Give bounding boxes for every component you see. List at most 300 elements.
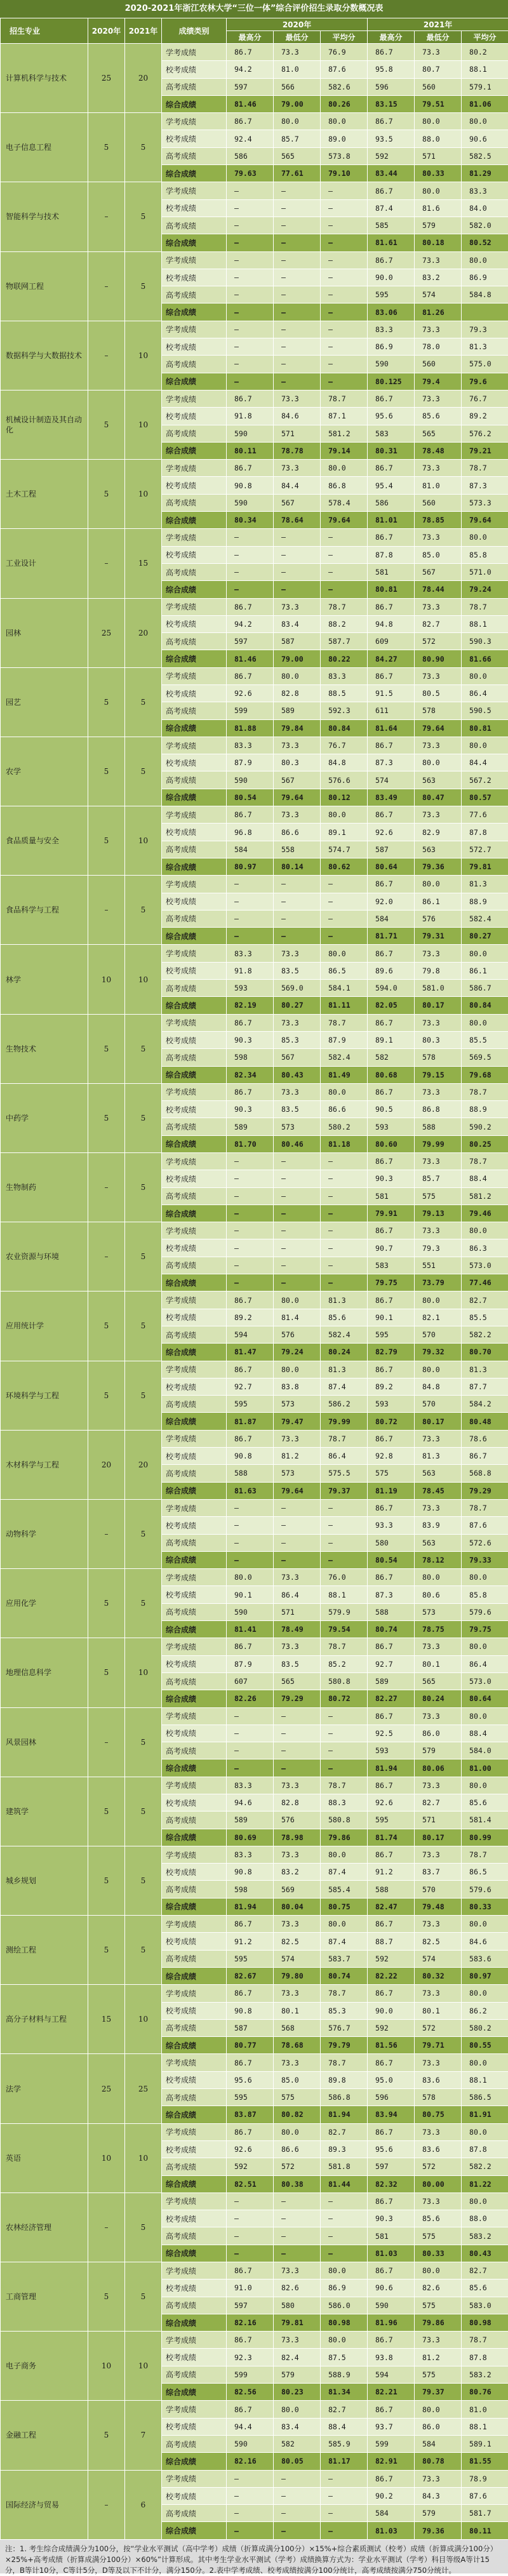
score-kind: 校考成绩 <box>162 199 227 217</box>
score-2021-min: 575 <box>415 2297 462 2314</box>
score-2020-avg: 81.11 <box>321 997 368 1014</box>
header-quota-2021: 2021年 <box>125 18 162 44</box>
quota-2021: 10 <box>125 390 162 459</box>
score-kind: 综合成绩 <box>162 1344 227 1361</box>
score-2021-avg: 584.8 <box>462 286 508 304</box>
score-kind: 高考成绩 <box>162 1534 227 1551</box>
score-kind: 高考成绩 <box>162 1950 227 1967</box>
score-2021-min: 551 <box>415 1257 462 1274</box>
score-kind: 高考成绩 <box>162 1187 227 1205</box>
score-2020-avg: 581.2 <box>321 425 368 442</box>
score-2020-max: – <box>227 2487 274 2504</box>
score-kind: 校考成绩 <box>162 2002 227 2019</box>
score-2021-min: 88.0 <box>415 130 462 147</box>
score-2021-avg: 78.7 <box>462 1846 508 1863</box>
score-2021-max: 86.7 <box>368 2192 415 2210</box>
score-2021-min: 73.3 <box>415 529 462 546</box>
score-kind: 学考成绩 <box>162 667 227 684</box>
quota-2021: 5 <box>125 1361 162 1430</box>
score-2021-min: 82.7 <box>415 615 462 632</box>
score-kind: 校考成绩 <box>162 408 227 425</box>
quota-2021: 5 <box>125 1083 162 1152</box>
score-2020-avg: 81.3 <box>321 1291 368 1309</box>
score-2020-avg: 573.8 <box>321 147 368 164</box>
score-kind: 高考成绩 <box>162 2435 227 2452</box>
score-2021-avg: 79.81 <box>462 858 508 875</box>
quota-2020: 5 <box>88 390 125 459</box>
score-2021-min: 575 <box>415 2227 462 2245</box>
score-2021-min: 80.78 <box>415 2453 462 2470</box>
score-2020-min: 78.98 <box>274 1829 321 1846</box>
score-2021-avg: 582.0 <box>462 217 508 234</box>
score-2021-max: 82.05 <box>368 997 415 1014</box>
score-2020-min: 566 <box>274 78 321 95</box>
score-2020-avg: – <box>321 1257 368 1274</box>
score-2020-min: 78.68 <box>274 2037 321 2054</box>
score-2021-max: 81.96 <box>368 2314 415 2331</box>
score-2021-max: 82.47 <box>368 1898 415 1915</box>
score-2021-max: 95.6 <box>368 2140 415 2158</box>
quota-2021: 5 <box>125 1014 162 1083</box>
score-2021-avg: 575.0 <box>462 356 508 373</box>
score-kind: 综合成绩 <box>162 304 227 321</box>
score-kind: 学考成绩 <box>162 1083 227 1100</box>
table-row <box>1 1361 508 1378</box>
score-2021-avg: 581.2 <box>462 1187 508 1205</box>
score-2021-max: 86.7 <box>368 737 415 754</box>
score-kind: 综合成绩 <box>162 1551 227 1568</box>
score-2020-max: 79.63 <box>227 165 274 182</box>
score-2021-avg: 81.29 <box>462 165 508 182</box>
score-2021-max: 592 <box>368 1950 415 1967</box>
score-2020-min: 78.78 <box>274 442 321 459</box>
score-2021-min: 83.9 <box>415 1517 462 1534</box>
score-2020-max: – <box>227 1205 274 1222</box>
major-name: 电子信息工程 <box>1 113 88 182</box>
score-2021-max: 86.7 <box>368 806 415 824</box>
score-2020-avg: 583.7 <box>321 1950 368 1967</box>
score-2020-avg: 79.79 <box>321 2037 368 2054</box>
score-2020-max: – <box>227 2210 274 2227</box>
score-2021-avg: 80.0 <box>462 2054 508 2071</box>
score-2020-min: – <box>274 321 321 338</box>
quota-2020: 5 <box>88 1846 125 1915</box>
score-2020-min: 79.47 <box>274 1413 321 1430</box>
score-2021-max: 86.7 <box>368 2054 415 2071</box>
score-kind: 高考成绩 <box>162 494 227 511</box>
score-2020-max: 595 <box>227 1950 274 1967</box>
score-kind: 综合成绩 <box>162 928 227 945</box>
score-2021-max: 86.7 <box>368 2470 415 2487</box>
score-2020-avg: – <box>321 910 368 927</box>
score-2021-avg: 573.3 <box>462 494 508 511</box>
score-2021-avg: 80.33 <box>462 1898 508 1915</box>
score-kind: 综合成绩 <box>162 2522 227 2539</box>
score-2021-max: 86.7 <box>368 1430 415 1447</box>
score-kind: 校考成绩 <box>162 1031 227 1048</box>
score-2021-min: 83.6 <box>415 2140 462 2158</box>
score-2021-max: 88.7 <box>368 1933 415 1950</box>
score-2021-max: 595 <box>368 1326 415 1343</box>
score-kind: 高考成绩 <box>162 1326 227 1343</box>
score-2021-min: 79.99 <box>415 1135 462 1152</box>
score-kind: 综合成绩 <box>162 234 227 251</box>
score-2021-min: 578 <box>415 702 462 719</box>
score-kind: 学考成绩 <box>162 806 227 824</box>
score-2021-min: 80.06 <box>415 1759 462 1777</box>
score-2021-avg: 81.3 <box>462 1361 508 1378</box>
score-2020-max: 81.46 <box>227 650 274 667</box>
score-2020-min: 73.3 <box>274 390 321 407</box>
score-2021-avg: 79.29 <box>462 1482 508 1499</box>
score-2020-max: – <box>227 1239 274 1257</box>
table-row <box>1 1985 508 2002</box>
score-2020-max: – <box>227 876 274 893</box>
score-2021-max: 95.8 <box>368 61 415 78</box>
score-2020-avg: 86.6 <box>321 1101 368 1118</box>
score-2020-min: 80.0 <box>274 1291 321 1309</box>
score-2021-max: 86.7 <box>368 1291 415 1309</box>
score-2020-max: 91.2 <box>227 1933 274 1950</box>
score-2020-avg: 86.9 <box>321 2279 368 2297</box>
score-2021-min: 73.3 <box>415 390 462 407</box>
score-2020-min: – <box>274 1205 321 1222</box>
table-row <box>1 806 508 824</box>
score-2020-min: 86.6 <box>274 2140 321 2158</box>
score-kind: 校考成绩 <box>162 2279 227 2297</box>
score-2020-avg: – <box>321 251 368 269</box>
score-2021-min: 80.0 <box>415 2401 462 2418</box>
score-2021-max: 90.0 <box>368 2002 415 2019</box>
score-2021-avg: 81.55 <box>462 2453 508 2470</box>
score-2020-min: – <box>274 2522 321 2539</box>
score-2020-max: 86.7 <box>227 1430 274 1447</box>
score-2020-avg: – <box>321 2192 368 2210</box>
score-2020-min: 80.0 <box>274 667 321 684</box>
score-2020-avg: 79.54 <box>321 1621 368 1638</box>
score-2020-max: 83.3 <box>227 945 274 962</box>
score-2020-min: 73.3 <box>274 2262 321 2279</box>
score-2020-max: 598 <box>227 1881 274 1898</box>
score-2020-min: – <box>274 1517 321 1534</box>
quota-2021: 5 <box>125 182 162 251</box>
score-2020-avg: 80.12 <box>321 789 368 806</box>
score-2021-avg: 589.1 <box>462 2435 508 2452</box>
score-2021-max: 86.7 <box>368 390 415 407</box>
score-kind: 校考成绩 <box>162 546 227 563</box>
score-2020-avg: 80.84 <box>321 719 368 737</box>
score-2020-avg: 80.0 <box>321 2262 368 2279</box>
score-2021-max: 82.79 <box>368 1344 415 1361</box>
score-2020-avg: 86.8 <box>321 477 368 494</box>
score-2021-max: 86.7 <box>368 2401 415 2418</box>
score-kind: 学考成绩 <box>162 1638 227 1655</box>
quota-2020: – <box>88 529 125 598</box>
header-2020-min: 最低分 <box>274 31 321 44</box>
score-2020-avg: 81.94 <box>321 2106 368 2123</box>
score-2020-min: 80.05 <box>274 2453 321 2470</box>
header-quota-2020: 2020年 <box>88 18 125 44</box>
score-2020-avg: 592.3 <box>321 702 368 719</box>
score-2020-avg: 80.0 <box>321 1083 368 1100</box>
score-2021-avg: 85.8 <box>462 546 508 563</box>
score-2020-min: 73.3 <box>274 737 321 754</box>
score-2020-avg: – <box>321 563 368 580</box>
score-kind: 综合成绩 <box>162 1066 227 1083</box>
score-2021-min: 82.7 <box>415 1794 462 1811</box>
score-2021-min: 574 <box>415 286 462 304</box>
score-2020-min: 575 <box>274 2089 321 2106</box>
score-kind: 高考成绩 <box>162 2297 227 2314</box>
score-2021-avg: 576.2 <box>462 425 508 442</box>
score-2021-min: 73.3 <box>415 1153 462 1170</box>
score-kind: 高考成绩 <box>162 286 227 304</box>
score-2020-max: 83.3 <box>227 1777 274 1794</box>
score-2021-max: 81.03 <box>368 2245 415 2262</box>
quota-2021: 10 <box>125 945 162 1014</box>
score-2020-min: 83.5 <box>274 962 321 979</box>
score-kind: 高考成绩 <box>162 1603 227 1620</box>
score-2020-min: 80.27 <box>274 997 321 1014</box>
quota-2020: 10 <box>88 945 125 1014</box>
score-kind: 校考成绩 <box>162 130 227 147</box>
score-2021-avg: 78.7 <box>462 1083 508 1100</box>
score-2021-avg: 80.0 <box>462 945 508 962</box>
score-2021-min: 572 <box>415 633 462 650</box>
score-2021-max: 593 <box>368 1396 415 1413</box>
score-2021-max: 80.64 <box>368 858 415 875</box>
score-2020-max: 94.6 <box>227 1794 274 1811</box>
score-2021-avg: 80.0 <box>462 1638 508 1655</box>
score-kind: 学考成绩 <box>162 1014 227 1031</box>
score-2021-avg: 582.2 <box>462 2158 508 2175</box>
score-2021-max: 86.7 <box>368 113 415 130</box>
score-2020-min: 80.0 <box>274 2123 321 2140</box>
score-kind: 校考成绩 <box>162 1586 227 1603</box>
score-2020-min: 73.3 <box>274 1638 321 1655</box>
score-2021-min: 73.3 <box>415 667 462 684</box>
score-kind: 校考成绩 <box>162 1864 227 1881</box>
score-2021-min: 73.3 <box>415 806 462 824</box>
score-2021-max: 90.5 <box>368 1101 415 1118</box>
score-2020-avg: 576.6 <box>321 771 368 789</box>
score-2021-avg: 80.0 <box>462 1707 508 1725</box>
score-2021-max: 90.7 <box>368 1239 415 1257</box>
score-2021-avg: 80.43 <box>462 2245 508 2262</box>
score-2021-min: 80.1 <box>415 1655 462 1672</box>
score-2021-max: 595 <box>368 1812 415 1829</box>
score-2021-min: 73.3 <box>415 1916 462 1933</box>
score-2020-max: 594 <box>227 1326 274 1343</box>
table-row <box>1 390 508 407</box>
score-2020-max: 597 <box>227 78 274 95</box>
score-2020-min: – <box>274 304 321 321</box>
score-2021-avg: 80.27 <box>462 928 508 945</box>
score-2020-avg: 86.4 <box>321 1448 368 1465</box>
score-2021-min: 80.75 <box>415 2106 462 2123</box>
score-2021-max: 586 <box>368 494 415 511</box>
score-2020-max: – <box>227 373 274 390</box>
score-2021-max: 584 <box>368 910 415 927</box>
score-2020-max: 595 <box>227 2089 274 2106</box>
score-2020-avg: 79.99 <box>321 1413 368 1430</box>
score-2021-avg: 80.0 <box>462 2123 508 2140</box>
score-2020-avg: 89.8 <box>321 2071 368 2088</box>
score-kind: 校考成绩 <box>162 893 227 910</box>
score-2020-min: – <box>274 563 321 580</box>
score-2020-min: – <box>274 286 321 304</box>
score-2021-min: 81.26 <box>415 304 462 321</box>
score-2020-avg: 80.24 <box>321 1344 368 1361</box>
score-2020-min: 582 <box>274 2435 321 2452</box>
score-2020-max: 86.7 <box>227 1083 274 1100</box>
score-kind: 学考成绩 <box>162 2192 227 2210</box>
table-row <box>1 44 508 61</box>
score-2021-max: 86.7 <box>368 529 415 546</box>
score-2020-min: 78.64 <box>274 512 321 529</box>
score-2021-avg: 79.21 <box>462 442 508 459</box>
quota-2021: 20 <box>125 598 162 667</box>
score-kind: 校考成绩 <box>162 1239 227 1257</box>
score-kind: 校考成绩 <box>162 1655 227 1672</box>
score-2020-max: 96.8 <box>227 824 274 841</box>
score-2021-min: 73.3 <box>415 737 462 754</box>
score-2021-max: 583 <box>368 1257 415 1274</box>
score-2020-max: – <box>227 286 274 304</box>
score-2020-avg: – <box>321 1239 368 1257</box>
score-2021-min: 73.3 <box>415 1707 462 1725</box>
score-2020-min: 569.0 <box>274 980 321 997</box>
score-2021-max: 81.03 <box>368 2522 415 2539</box>
major-name: 环境科学与工程 <box>1 1361 88 1430</box>
score-2020-max: 92.4 <box>227 130 274 147</box>
score-kind: 综合成绩 <box>162 1135 227 1152</box>
score-2021-min: 80.0 <box>415 876 462 893</box>
score-2020-max: 590 <box>227 771 274 789</box>
score-2021-avg: 583.6 <box>462 1950 508 1967</box>
score-2021-max: 86.7 <box>368 1916 415 1933</box>
score-2021-max: 95.6 <box>368 408 415 425</box>
score-kind: 高考成绩 <box>162 1812 227 1829</box>
score-2021-avg: 80.76 <box>462 2384 508 2401</box>
quota-2021: 5 <box>125 876 162 945</box>
score-2020-min: 565 <box>274 1672 321 1690</box>
score-2021-avg: 586.7 <box>462 980 508 997</box>
quota-2021: 5 <box>125 1707 162 1777</box>
quota-2021: 6 <box>125 2470 162 2539</box>
quota-2020: – <box>88 321 125 390</box>
score-2021-avg: 80.0 <box>462 251 508 269</box>
score-kind: 学考成绩 <box>162 2401 227 2418</box>
score-2020-min: 80.14 <box>274 858 321 875</box>
score-2020-max: – <box>227 1742 274 1759</box>
score-2021-avg: 571.0 <box>462 563 508 580</box>
score-2020-max: – <box>227 251 274 269</box>
score-2021-min: 78.45 <box>415 1482 462 1499</box>
score-kind: 综合成绩 <box>162 1621 227 1638</box>
score-2021-avg: 86.4 <box>462 1655 508 1672</box>
quota-2020: 5 <box>88 2262 125 2332</box>
score-2021-avg: 80.0 <box>462 1569 508 1586</box>
score-kind: 学考成绩 <box>162 1985 227 2002</box>
score-2020-min: 567 <box>274 771 321 789</box>
score-2020-min: 82.6 <box>274 2279 321 2297</box>
score-2020-avg: 76.7 <box>321 737 368 754</box>
score-2021-avg: 583.2 <box>462 2366 508 2383</box>
score-2021-max: 80.125 <box>368 373 415 390</box>
score-2020-avg: 80.26 <box>321 95 368 112</box>
score-2021-min: 83.7 <box>415 1864 462 1881</box>
score-2020-max: – <box>227 1534 274 1551</box>
score-2021-max: 86.7 <box>368 1777 415 1794</box>
score-2020-max: – <box>227 546 274 563</box>
score-2021-min: 85.0 <box>415 546 462 563</box>
score-kind: 校考成绩 <box>162 2487 227 2504</box>
score-2021-max: 580 <box>368 1534 415 1551</box>
score-2021-min: 79.51 <box>415 95 462 112</box>
score-2020-max: 94.4 <box>227 2418 274 2435</box>
score-2020-avg: 85.2 <box>321 1655 368 1672</box>
quota-2021: 5 <box>125 1499 162 1568</box>
score-2021-min: 80.17 <box>415 1829 462 1846</box>
score-2020-avg: 581.8 <box>321 2158 368 2175</box>
score-2020-max: – <box>227 1153 274 1170</box>
score-2020-min: 573 <box>274 1465 321 1482</box>
score-2021-max: 83.49 <box>368 789 415 806</box>
score-2021-avg: 85.6 <box>462 2279 508 2297</box>
score-2021-max: 86.7 <box>368 1638 415 1655</box>
header-major: 招生专业 <box>1 18 88 44</box>
score-2020-min: 79.80 <box>274 1967 321 1984</box>
score-kind: 校考成绩 <box>162 1725 227 1742</box>
score-2021-max: 82.91 <box>368 2453 415 2470</box>
score-2020-max: – <box>227 1257 274 1274</box>
score-2020-min: 73.3 <box>274 945 321 962</box>
quota-2020: 10 <box>88 2332 125 2401</box>
score-2020-max: – <box>227 1187 274 1205</box>
score-2020-min: 82.4 <box>274 2349 321 2366</box>
major-name: 物联网工程 <box>1 251 88 321</box>
major-name: 数据科学与大数据技术 <box>1 321 88 390</box>
score-2020-max: – <box>227 269 274 286</box>
score-2021-min: 79.15 <box>415 1066 462 1083</box>
score-2020-avg: – <box>321 2210 368 2227</box>
score-2021-max: 593 <box>368 1742 415 1759</box>
score-2020-avg: 582.4 <box>321 1049 368 1066</box>
score-2021-min: 584 <box>415 2435 462 2452</box>
score-2021-avg: 80.57 <box>462 789 508 806</box>
score-2021-avg: 80.25 <box>462 1135 508 1152</box>
score-2021-avg: 81.06 <box>462 95 508 112</box>
score-2021-min: 73.3 <box>415 1083 462 1100</box>
score-kind: 学考成绩 <box>162 390 227 407</box>
score-2020-min: 73.3 <box>274 1916 321 1933</box>
score-2021-max: 86.7 <box>368 1707 415 1725</box>
major-name: 农业资源与环境 <box>1 1222 88 1291</box>
score-2020-max: – <box>227 2505 274 2522</box>
score-2021-min: 82.1 <box>415 1309 462 1326</box>
score-2020-max: 82.16 <box>227 2314 274 2331</box>
score-2021-max: 90.1 <box>368 1309 415 1326</box>
score-2021-avg: 88.0 <box>462 2210 508 2227</box>
score-2020-min: 574 <box>274 1950 321 1967</box>
score-2021-max: 86.7 <box>368 460 415 477</box>
score-2020-max: 86.7 <box>227 806 274 824</box>
score-kind: 高考成绩 <box>162 78 227 95</box>
score-2020-min: – <box>274 338 321 356</box>
quota-2021: 10 <box>125 2123 162 2192</box>
score-2020-min: 80.43 <box>274 1066 321 1083</box>
